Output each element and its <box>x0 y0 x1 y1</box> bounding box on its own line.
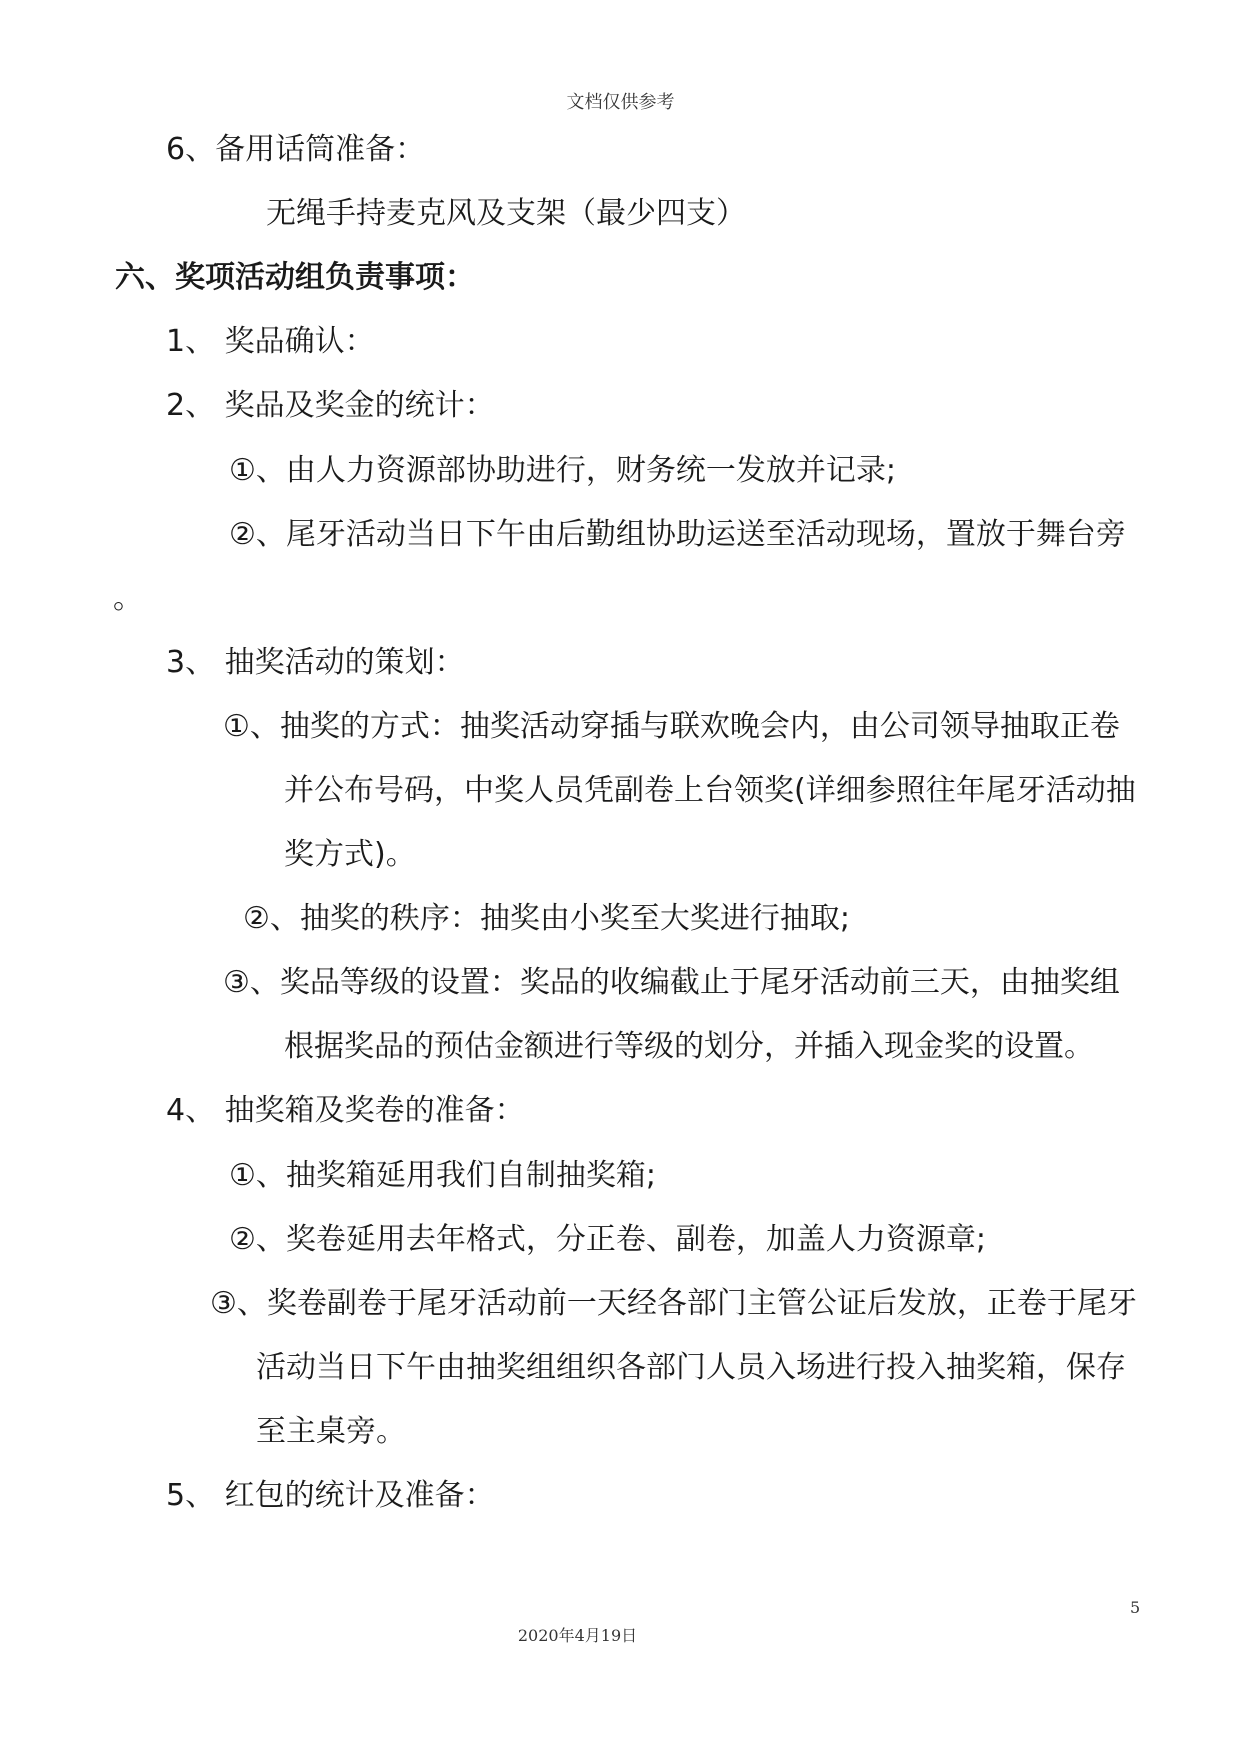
item-3-sub-1-cont-1: 并公布号码，中奖人员凭副卷上台领奖(详细参照往年尾牙活动抽 <box>284 773 1136 808</box>
microphone-detail: 无绳手持麦克风及支架（最少四支） <box>266 196 746 231</box>
item-3-lottery-planning: 3、 抽奖活动的策划： <box>166 645 465 680</box>
item-4-sub-3-cont-2: 至主桌旁。 <box>256 1414 406 1449</box>
item-6-backup-microphones: 6、备用话筒准备： <box>166 132 426 167</box>
item-3-sub-3: ③、奖品等级的设置：奖品的收编截止于尾牙活动前三天，由抽奖组 <box>223 965 1120 1000</box>
item-3-sub-1: ①、抽奖的方式：抽奖活动穿插与联欢晚会内，由公司领导抽取正卷 <box>223 709 1120 744</box>
item-3-sub-2: ②、抽奖的秩序：抽奖由小奖至大奖进行抽取; <box>243 901 851 936</box>
item-2-sub-2: ②、尾牙活动当日下午由后勤组协助运送至活动现场，置放于舞台旁 <box>229 517 1126 552</box>
item-2-sub-1: ①、由人力资源部协助进行，财务统一发放并记录; <box>229 453 897 488</box>
footer-date: 2020年4月19日 <box>517 1626 638 1645</box>
item-4-box-and-tickets: 4、 抽奖箱及奖卷的准备： <box>166 1093 525 1128</box>
page-header: 文档仅供参考 <box>566 92 675 113</box>
item-4-sub-3-cont-1: 活动当日下午由抽奖组组织各部门人员入场进行投入抽奖箱，保存 <box>256 1350 1126 1385</box>
item-4-sub-2: ②、奖卷延用去年格式，分正卷、副卷，加盖人力资源章; <box>229 1222 987 1257</box>
page-number: 5 <box>1130 1598 1141 1617</box>
item-5-red-envelopes: 5、 红包的统计及准备： <box>166 1478 495 1513</box>
item-2-sub-2-cont: 。 <box>113 581 143 616</box>
item-3-sub-3-cont: 根据奖品的预估金额进行等级的划分，并插入现金奖的设置。 <box>284 1029 1094 1064</box>
item-4-sub-3: ③、奖卷副卷于尾牙活动前一天经各部门主管公证后发放，正卷于尾牙 <box>210 1286 1137 1321</box>
item-1-prize-confirm: 1、 奖品确认： <box>166 324 375 359</box>
item-2-prize-statistics: 2、 奖品及奖金的统计： <box>166 388 495 423</box>
item-4-sub-1: ①、抽奖箱延用我们自制抽奖箱; <box>229 1158 657 1193</box>
section-6-heading: 六、奖项活动组负责事项： <box>115 260 475 295</box>
item-3-sub-1-cont-2: 奖方式)。 <box>284 837 416 872</box>
